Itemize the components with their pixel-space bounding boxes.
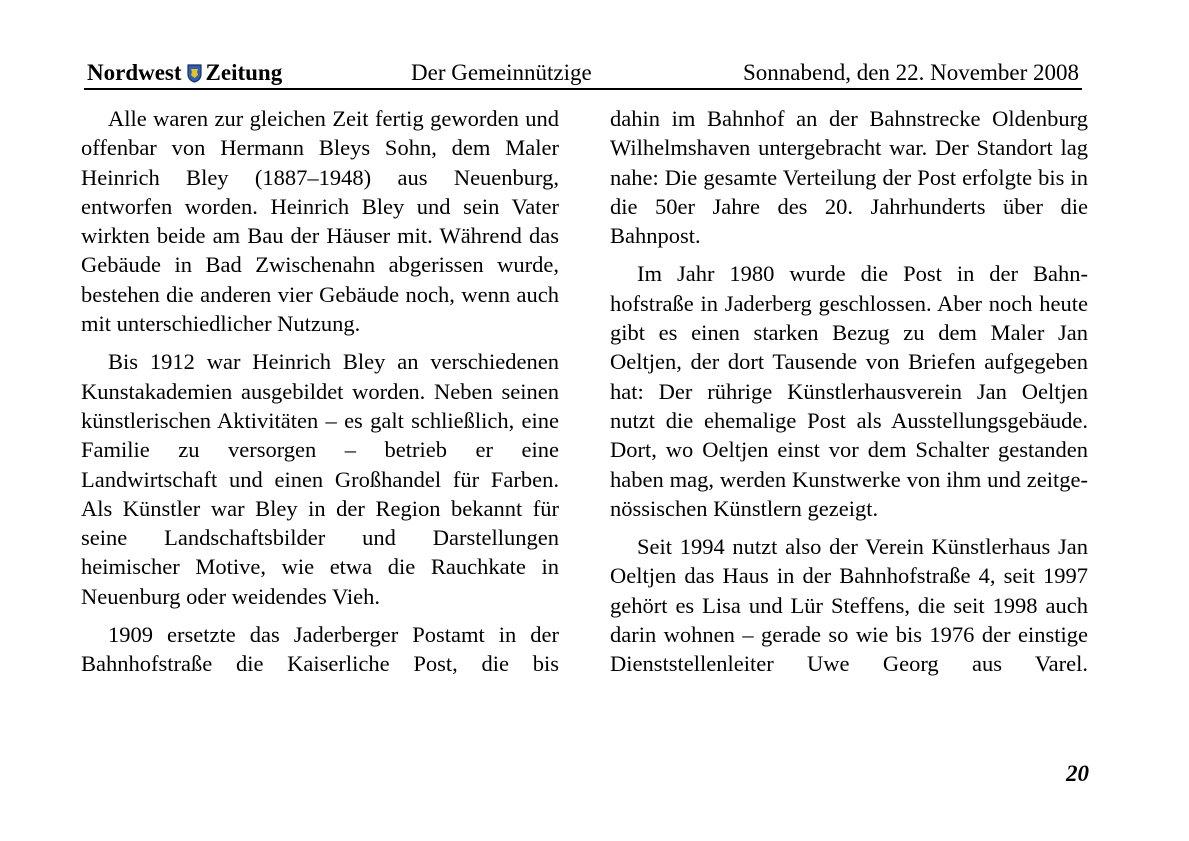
section-title: Der Gemeinnützige <box>411 60 592 85</box>
paragraph: Im Jahr 1980 wurde die Post in der Bahnhofstraße in Jaderberg geschlossen. Aber noch heute gibt es einen starken Bezug zu dem Maler Jan Oeltjen, der dort Tausende von Briefen aufgegeben hat: Der rührige Künstlerhausverein Jan Oeltjen nutzt die ehemalige Post als Ausstellungsgebäude. Dort, wo Oeltjen einst vor dem Schalter gestanden haben mag, werden Kunstwerke von ihm und zeitgenössischen Künstlern gezeigt. <box>610 261 1088 521</box>
paragraph: Seit 1994 nutzt also der Verein Künstlerhaus Jan Oeltjen das Haus in der Bahnhofstraße 4, seit 1997 gehört es Lisa und Lür Steffens, die seit 1998 auch darin wohnen – gerade so wie bis 1976 der einstige Dienststellenleiter Uwe Georg aus Varel. <box>610 534 1088 677</box>
page-number: 20 <box>1066 761 1089 786</box>
brand-name-right: Zeitung <box>205 60 283 85</box>
newspaper-brand <box>87 58 282 88</box>
paragraph: Alle waren zur gleichen Zeit fertig geworden und offenbar von Hermann Bleys Sohn, dem Maler Heinrich Bley (1887–1948) aus Neuenburg, entworfen worden. Heinrich Bley und sein Vater wirkten beide am Bau der Häuser mit. Während das Gebäude in Bad Zwischenahn abgerissen wurde, bestehen die anderen vier Gebäude noch, wenn auch mit unterschiedlicher Nutzung. <box>81 106 559 337</box>
right-column <box>610 104 1088 688</box>
paragraph: Bis 1912 war Heinrich Bley an verschiedenen Kunstakademien ausgebildet worden. Neben seinen künstlerischen Aktivitäten – es galt schließlich, eine Familie zu versorgen – betrieb er eine Landwirtschaft und einen Großhandel für Farben. Als Künstler war Bley in der Region bekannt für seine Landschaftsbilder und Darstellungen heimischer Motive, wie etwa die Rauchkate in Neuenburg oder weidendes Vieh. <box>81 349 559 609</box>
left-column <box>81 104 559 688</box>
brand-name-left: Nordwest <box>87 60 182 85</box>
paragraph: dahin im Bahnhof an der Bahnstrecke Oldenburg Wilhelmshaven untergebracht war. Der Standort lag nahe: Die gesamte Verteilung der Post erfolgte bis in die 50er Jahre des 20. Jahrhunderts über die Bahnpost. <box>610 106 1088 249</box>
page-header <box>84 56 1082 90</box>
issue-date: Sonnabend, den 22. November 2008 <box>743 60 1079 85</box>
paragraph: 1909 ersetzte das Jaderberger Postamt in der Bahnhofstraße die Kaiserliche Post, die bis <box>81 622 559 677</box>
coat-of-arms-icon <box>187 64 202 83</box>
